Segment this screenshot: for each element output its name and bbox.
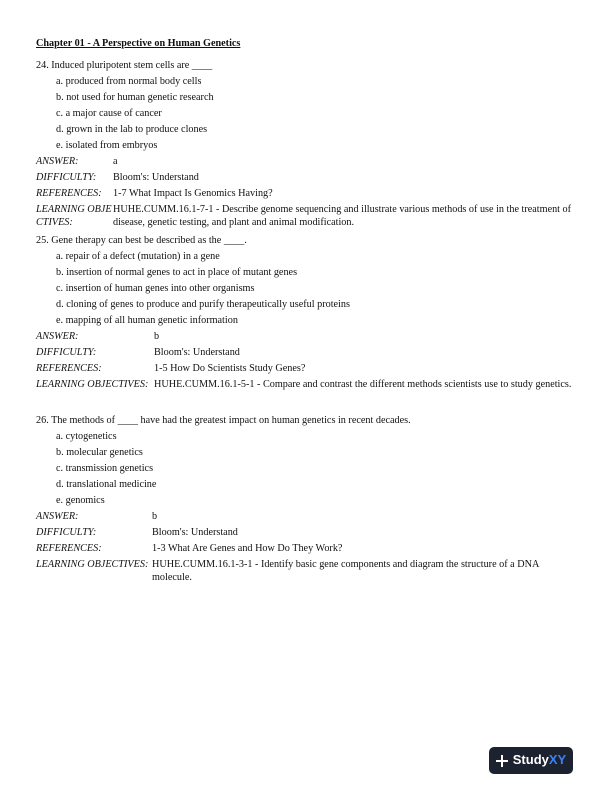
plus-icon <box>496 755 508 767</box>
option-e: e. mapping of all human genetic information <box>56 315 238 326</box>
option-e: e. genomics <box>56 495 105 506</box>
difficulty-value: Bloom's: Understand <box>152 527 238 538</box>
answer-label: ANSWER: <box>36 511 79 522</box>
option-e: e. isolated from embryos <box>56 140 158 151</box>
objectives-row <box>36 379 576 395</box>
logo-text-accent: XY <box>548 752 567 768</box>
option-b: b. not used for human genetic research <box>56 92 214 103</box>
option-c: c. transmission genetics <box>56 463 154 474</box>
difficulty-label: DIFFICULTY: <box>36 172 97 183</box>
question-stem: 24. Induced pluripotent stem cells are ____ <box>36 60 213 71</box>
difficulty-label: DIFFICULTY: <box>36 527 97 538</box>
references-row <box>36 363 576 379</box>
difficulty-label: DIFFICULTY: <box>36 347 97 358</box>
option-b: b. molecular genetics <box>56 447 143 458</box>
option-d: d. translational medicine <box>56 479 157 490</box>
objectives-value: HUHE.CUMM.16.1-3-1 - Identify basic gene components and diagram the structure of a DNA molecule. <box>152 559 539 583</box>
answer-row <box>36 156 576 172</box>
option-d: d. grown in the lab to produce clones <box>56 124 208 135</box>
references-value: 1-3 What Are Genes and How Do They Work? <box>152 543 343 554</box>
references-label: REFERENCES: <box>36 543 102 554</box>
answer-label: ANSWER: <box>36 331 79 342</box>
objectives-value: HUHE.CUMM.16.1-7-1 - Describe genome sequencing and illustrate various methods of use in the treatment of disease, genetic testing, and plant and animal modification. <box>113 204 572 228</box>
answer-value: b <box>152 511 158 522</box>
references-label: REFERENCES: <box>36 363 102 374</box>
references-label: REFERENCES: <box>36 188 102 199</box>
option-c: c. insertion of human genes into other organisms <box>56 283 255 294</box>
logo-text-main: Study <box>512 752 549 768</box>
answer-label: ANSWER: <box>36 156 79 167</box>
question-24 <box>36 60 576 230</box>
option-d: d. cloning of genes to produce and purify therapeutically useful proteins <box>56 299 350 310</box>
question-stem: 25. Gene therapy can best be described as the ____. <box>36 235 247 246</box>
question-26 <box>36 415 576 585</box>
objectives-value: HUHE.CUMM.16.1-5-1 - Compare and contrast the different methods scientists use to study genetics. <box>154 379 572 390</box>
references-row <box>36 543 576 559</box>
question-stem: 26. The methods of ____ have had the greatest impact on human genetics in recent decades. <box>36 415 411 426</box>
objectives-label: LEARNING OBJECTIVES: <box>36 204 112 228</box>
difficulty-row <box>36 527 576 543</box>
references-value: 1-7 What Impact Is Genomics Having? <box>113 188 273 199</box>
option-c: c. a major cause of cancer <box>56 108 162 119</box>
answer-row <box>36 511 576 527</box>
difficulty-value: Bloom's: Understand <box>113 172 199 183</box>
difficulty-row <box>36 172 576 188</box>
objectives-label: LEARNING OBJECTIVES: <box>36 559 149 570</box>
difficulty-row <box>36 347 576 363</box>
difficulty-value: Bloom's: Understand <box>154 347 240 358</box>
answer-value: b <box>154 331 160 342</box>
chapter-title: Chapter 01 - A Perspective on Human Genetics <box>36 38 241 49</box>
answer-row <box>36 331 576 347</box>
logo-text <box>513 752 566 768</box>
option-b: b. insertion of normal genes to act in place of mutant genes <box>56 267 298 278</box>
option-a: a. produced from normal body cells <box>56 76 202 87</box>
references-row <box>36 188 576 204</box>
objectives-row <box>36 559 576 585</box>
question-25 <box>36 235 576 395</box>
references-value: 1-5 How Do Scientists Study Genes? <box>154 363 306 374</box>
studyxy-logo[interactable] <box>489 747 573 774</box>
answer-value: a <box>113 156 118 167</box>
option-a: a. cytogenetics <box>56 431 117 442</box>
objectives-row <box>36 204 576 230</box>
option-a: a. repair of a defect (mutation) in a gene <box>56 251 220 262</box>
objectives-label: LEARNING OBJECTIVES: <box>36 379 149 390</box>
